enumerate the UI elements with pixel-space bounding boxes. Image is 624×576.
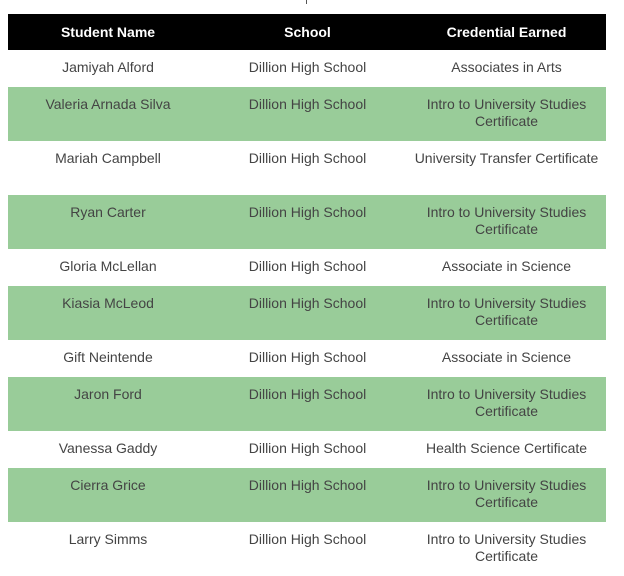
cell-student-name: Jamiyah Alford <box>8 50 208 87</box>
header-school: School <box>208 14 407 50</box>
cell-student-name: Cierra Grice <box>8 468 208 522</box>
cell-credential: Intro to University Studies Certificate <box>407 468 606 522</box>
table-row <box>8 87 606 141</box>
cell-student-name: Vanessa Gaddy <box>8 431 208 468</box>
table-row <box>8 522 606 576</box>
table-row <box>8 50 606 87</box>
cell-credential: Intro to University Studies Certificate <box>407 286 606 340</box>
cell-school: Dillion High School <box>208 431 407 468</box>
table-header-row <box>8 14 606 50</box>
cell-credential: Intro to University Studies Certificate <box>407 87 606 141</box>
cell-school: Dillion High School <box>208 249 407 286</box>
cell-credential: Intro to University Studies Certificate <box>407 377 606 431</box>
table-row <box>8 195 606 249</box>
cell-school: Dillion High School <box>208 468 407 522</box>
table-row <box>8 431 606 468</box>
cell-student-name: Kiasia McLeod <box>8 286 208 340</box>
cell-school: Dillion High School <box>208 377 407 431</box>
cell-student-name: Larry Simms <box>8 522 208 576</box>
header-credential: Credential Earned <box>407 14 606 50</box>
cell-student-name: Gloria McLellan <box>8 249 208 286</box>
cell-credential: Intro to University Studies Certificate <box>407 195 606 249</box>
cell-school: Dillion High School <box>208 195 407 249</box>
table-row <box>8 249 606 286</box>
cell-school: Dillion High School <box>208 87 407 141</box>
cell-school: Dillion High School <box>208 340 407 377</box>
cell-student-name: Valeria Arnada Silva <box>8 87 208 141</box>
header-student-name: Student Name <box>8 14 208 50</box>
cell-credential: Health Science Certificate <box>407 431 606 468</box>
table-row <box>8 286 606 340</box>
cell-student-name: Ryan Carter <box>8 195 208 249</box>
table-row <box>8 377 606 431</box>
credentials-table <box>8 14 606 576</box>
cell-credential: Intro to University Studies Certificate <box>407 522 606 576</box>
cell-credential: Associates in Arts <box>407 50 606 87</box>
table-row <box>8 141 606 195</box>
cell-credential: Associate in Science <box>407 249 606 286</box>
cell-student-name: Mariah Campbell <box>8 141 208 195</box>
cell-school: Dillion High School <box>208 50 407 87</box>
cell-student-name: Jaron Ford <box>8 377 208 431</box>
cell-school: Dillion High School <box>208 141 407 195</box>
cell-student-name: Gift Neintende <box>8 340 208 377</box>
cell-credential: University Transfer Certificate <box>407 141 606 195</box>
scroll-marker <box>306 0 307 4</box>
table-row <box>8 340 606 377</box>
cell-school: Dillion High School <box>208 522 407 576</box>
cell-school: Dillion High School <box>208 286 407 340</box>
table-row <box>8 468 606 522</box>
cell-credential: Associate in Science <box>407 340 606 377</box>
